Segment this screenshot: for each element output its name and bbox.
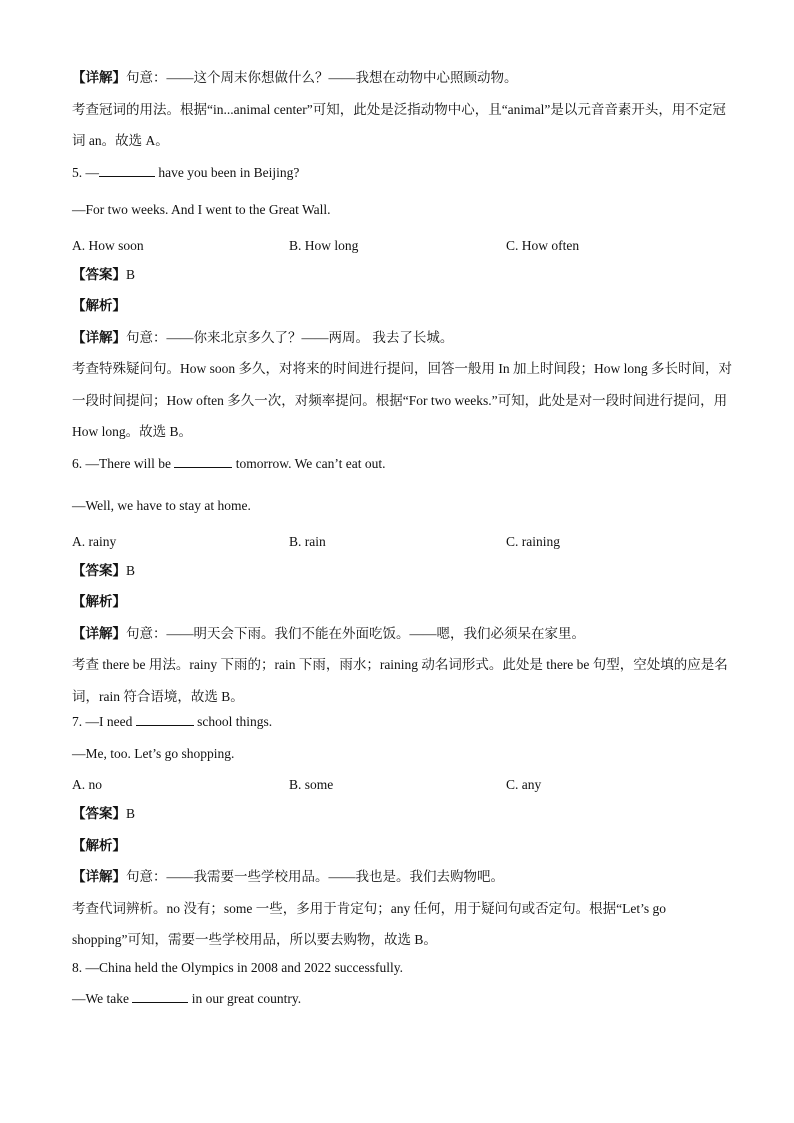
q7-explain: 考查代词辨析。no 没有；some 一些，多用于肯定句；any 任何，用于疑问句或否定句。根据“Let’s go shopping”可知，需要一些学校用品，所以要去购物，故选 B。	[72, 900, 666, 947]
q5-explain: 考查特殊疑问句。How soon 多久，对将来的时间进行提问，回答一般用 In 加上时间段；How long 多长时间，对一段时间提问；How often 多久一次，对频率提问。根据“For two weeks.”可知，此处是对一段时间进行提问，用 How long。故选 B。	[72, 361, 732, 439]
q5-options	[72, 236, 732, 255]
document-page	[72, 62, 732, 1008]
q7-detail: 【详解】句意：——我需要一些学校用品。——我也是。我们去购物吧。	[72, 869, 504, 884]
q7-reply: —Me, too. Let’s go shopping.	[72, 746, 235, 761]
option-a: A. rainy	[72, 533, 117, 549]
q8-stem: 8. —China held the Olympics in 2008 and 2022 successfully.	[72, 959, 403, 975]
q5-stem: 5. — have you been in Beijing?	[72, 164, 300, 180]
option-b: B. rain	[289, 533, 326, 549]
q4-explain: 考查冠词的用法。根据“in...animal center”可知，此处是泛指动物中心，且“animal”是以元音音素开头，用不定冠词 an。故选 A。	[72, 101, 726, 148]
option-b: B. some	[289, 777, 334, 792]
option-a: A. How soon	[72, 237, 144, 253]
option-c: C. any	[506, 777, 542, 792]
q6-analysis: 【解析】	[72, 594, 126, 609]
q8-reply: —We take in our great country.	[72, 990, 302, 1006]
q7-options	[72, 775, 732, 794]
q6-answer: 【答案】B	[72, 562, 136, 578]
q7-stem: 7. —I need school things.	[72, 714, 273, 729]
answer-blank	[136, 713, 194, 726]
q4-detail: 【详解】句意：——这个周末你想做什么？——我想在动物中心照顾动物。	[72, 70, 518, 85]
answer-blank	[99, 164, 155, 177]
q5-detail: 【详解】句意：——你来北京多久了？——两周。 我去了长城。	[72, 329, 454, 345]
option-b: B. How long	[289, 237, 359, 253]
q5-reply: —For two weeks. And I went to the Great Wall.	[72, 201, 331, 217]
q5-analysis: 【解析】	[72, 298, 126, 313]
option-a: A. no	[72, 777, 102, 792]
answer-blank	[174, 455, 232, 468]
q5-answer: 【答案】B	[72, 266, 136, 282]
detail-tag: 【详解】	[72, 70, 126, 85]
q6-options	[72, 532, 732, 551]
q6-stem: 6. —There will be tomorrow. We can’t eat out.	[72, 455, 386, 471]
option-c: C. raining	[506, 533, 560, 549]
q7-answer: 【答案】B	[72, 806, 136, 821]
q7-analysis: 【解析】	[72, 837, 126, 853]
option-c: C. How often	[506, 237, 580, 253]
q6-reply: —Well, we have to stay at home.	[72, 497, 251, 513]
q6-detail: 【详解】句意：——明天会下雨。我们不能在外面吃饭。——嗯，我们必须呆在家里。	[72, 625, 585, 641]
answer-blank	[132, 990, 188, 1003]
q6-explain: 考查 there be 用法。rainy 下雨的；rain 下雨，雨水；raining 动名词形式。此处是 there be 句型，空处填的应是名词，rain 符合语境，故选 B。	[72, 657, 728, 704]
